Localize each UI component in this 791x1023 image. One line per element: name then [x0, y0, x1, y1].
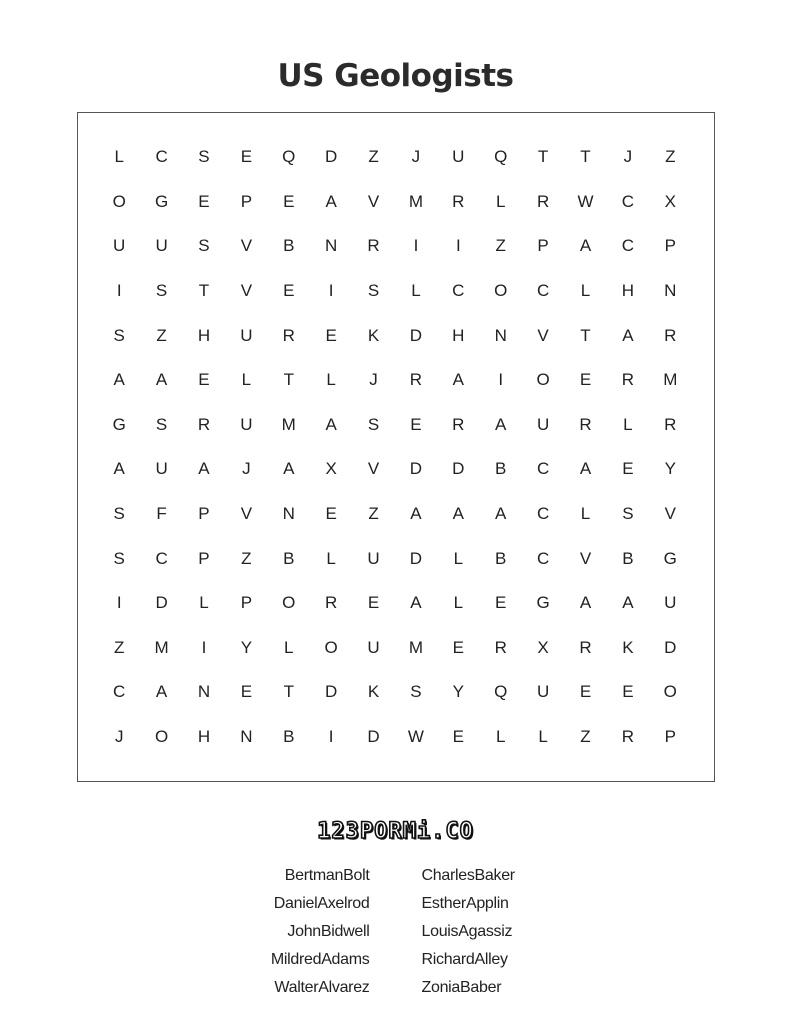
grid-letter-cell[interactable]: L: [453, 593, 464, 613]
grid-letter-cell[interactable]: C: [621, 236, 635, 256]
grid-letter-cell[interactable]: A: [579, 236, 592, 256]
grid-letter-cell[interactable]: A: [452, 370, 464, 390]
grid-letter-cell[interactable]: N: [494, 325, 507, 345]
grid-letter-cell[interactable]: N: [325, 236, 338, 256]
grid-letter-cell[interactable]: Q: [494, 682, 508, 702]
grid-letter-cell[interactable]: E: [579, 370, 592, 390]
grid-letter-cell[interactable]: U: [367, 548, 380, 568]
grid-letter-cell[interactable]: L: [199, 593, 209, 613]
grid-letter-cell[interactable]: R: [621, 370, 635, 390]
grid-letter-cell[interactable]: V: [240, 504, 253, 524]
grid-letter-cell[interactable]: M: [408, 637, 424, 657]
grid-letter-cell[interactable]: V: [537, 325, 549, 345]
grid-letter-cell[interactable]: L: [495, 191, 506, 211]
grid-letter-cell[interactable]: S: [113, 325, 125, 345]
grid-letter-cell[interactable]: R: [325, 593, 338, 613]
grid-letter-cell[interactable]: Z: [156, 325, 167, 345]
grid-letter-cell[interactable]: S: [367, 414, 380, 434]
grid-letter-cell[interactable]: L: [241, 370, 252, 390]
grid-letter-cell[interactable]: B: [283, 548, 295, 568]
grid-letter-cell[interactable]: O: [536, 370, 550, 390]
grid-letter-cell[interactable]: O: [494, 281, 508, 301]
grid-letter-cell[interactable]: B: [283, 236, 295, 256]
grid-letter-cell[interactable]: J: [369, 370, 378, 390]
grid-letter-cell[interactable]: R: [452, 414, 465, 434]
grid-letter-cell[interactable]: Y: [452, 682, 464, 702]
grid-letter-cell[interactable]: L: [495, 727, 506, 747]
grid-letter-cell[interactable]: S: [198, 236, 210, 256]
grid-letter-cell[interactable]: A: [579, 459, 592, 479]
grid-letter-cell[interactable]: V: [367, 459, 380, 479]
grid-letter-cell[interactable]: F: [156, 504, 167, 524]
grid-letter-cell[interactable]: R: [197, 414, 211, 434]
grid-letter-cell[interactable]: T: [537, 147, 549, 167]
grid-letter-cell[interactable]: M: [663, 370, 678, 390]
grid-letter-cell[interactable]: C: [536, 281, 550, 301]
grid-letter-cell[interactable]: I: [328, 281, 334, 301]
grid-letter-cell[interactable]: J: [623, 147, 633, 167]
grid-letter-cell[interactable]: H: [197, 727, 211, 747]
word-list-item: EstherApplin: [421, 895, 509, 912]
grid-letter-cell[interactable]: S: [410, 682, 422, 702]
grid-letter-cell[interactable]: Z: [665, 147, 676, 167]
grid-letter-cell[interactable]: I: [116, 281, 122, 301]
grid-letter-cell[interactable]: K: [367, 682, 380, 702]
grid-letter-cell[interactable]: T: [580, 325, 591, 345]
grid-letter-cell[interactable]: L: [284, 637, 294, 657]
grid-letter-cell[interactable]: X: [325, 459, 337, 479]
grid-letter-cell[interactable]: U: [155, 236, 168, 256]
grid-letter-cell[interactable]: A: [113, 459, 125, 479]
grid-letter-cell[interactable]: A: [410, 504, 422, 524]
word-list-item: MildredAdams: [270, 951, 370, 968]
grid-letter-cell[interactable]: R: [579, 637, 592, 657]
grid-letter-cell[interactable]: H: [621, 281, 635, 301]
grid-letter-cell[interactable]: S: [155, 281, 168, 301]
grid-letter-cell[interactable]: A: [155, 682, 168, 702]
grid-letter-cell[interactable]: G: [112, 414, 126, 434]
grid-letter-cell[interactable]: T: [198, 281, 210, 301]
grid-letter-cell[interactable]: E: [198, 191, 210, 211]
grid-letter-cell[interactable]: R: [494, 637, 507, 657]
grid-letter-cell[interactable]: I: [116, 593, 122, 613]
grid-letter-cell[interactable]: U: [536, 682, 550, 702]
grid-letter-cell[interactable]: C: [536, 548, 550, 568]
grid-letter-cell[interactable]: C: [452, 281, 465, 301]
word-list-item: WalterAlvarez: [274, 979, 370, 996]
grid-letter-cell[interactable]: P: [198, 548, 210, 568]
grid-letter-cell[interactable]: Z: [241, 548, 252, 568]
grid-letter-cell[interactable]: G: [663, 548, 677, 568]
grid-letter-cell[interactable]: P: [664, 727, 676, 747]
word-list-item: JohnBidwell: [287, 923, 370, 940]
grid-letter-cell[interactable]: B: [495, 459, 507, 479]
grid-letter-cell[interactable]: S: [113, 504, 125, 524]
grid-letter-cell[interactable]: X: [664, 191, 676, 211]
word-list-left-column: [120, 862, 370, 1002]
grid-letter-cell[interactable]: O: [324, 637, 338, 657]
grid-letter-cell[interactable]: E: [240, 147, 253, 167]
grid-letter-cell[interactable]: L: [326, 370, 336, 390]
grid-letter-cell[interactable]: E: [367, 593, 380, 613]
grid-letter-cell[interactable]: N: [197, 682, 211, 702]
grid-letter-cell[interactable]: D: [409, 459, 423, 479]
grid-letter-cell[interactable]: Q: [282, 147, 296, 167]
grid-letter-cell[interactable]: U: [113, 236, 126, 256]
word-list: [0, 862, 791, 1002]
grid-letter-cell[interactable]: R: [409, 370, 423, 390]
grid-letter-cell[interactable]: S: [622, 504, 634, 524]
grid-letter-cell[interactable]: B: [283, 727, 295, 747]
grid-letter-cell[interactable]: C: [155, 548, 168, 568]
grid-letter-cell[interactable]: Z: [495, 236, 506, 256]
grid-letter-cell[interactable]: D: [325, 147, 338, 167]
grid-letter-cell[interactable]: I: [498, 370, 504, 390]
grid-letter-cell[interactable]: A: [622, 325, 634, 345]
grid-letter-cell[interactable]: H: [452, 325, 465, 345]
grid-letter-cell[interactable]: E: [325, 504, 337, 524]
grid-letter-cell[interactable]: E: [325, 325, 337, 345]
grid-letter-cell[interactable]: M: [408, 191, 424, 211]
grid-letter-cell[interactable]: L: [580, 281, 591, 301]
word-list-item: RichardAlley: [421, 951, 508, 968]
grid-letter-cell[interactable]: D: [325, 682, 338, 702]
word-search-grid: [98, 135, 691, 759]
grid-letter-cell[interactable]: J: [411, 147, 421, 167]
grid-letter-cell[interactable]: E: [495, 593, 507, 613]
grid-letter-cell[interactable]: Y: [664, 459, 676, 479]
grid-letter-cell[interactable]: U: [536, 414, 550, 434]
grid-letter-cell[interactable]: Q: [494, 147, 508, 167]
grid-letter-cell[interactable]: U: [240, 325, 253, 345]
grid-letter-cell[interactable]: L: [453, 548, 464, 568]
word-list-item: DanielAxelrod: [273, 895, 370, 912]
grid-letter-cell[interactable]: E: [240, 682, 253, 702]
puzzle-title: US Geologists: [277, 58, 514, 94]
grid-letter-cell[interactable]: A: [113, 370, 125, 390]
grid-letter-cell[interactable]: D: [664, 637, 677, 657]
grid-letter-cell[interactable]: T: [283, 682, 294, 702]
grid-letter-cell[interactable]: O: [154, 727, 169, 747]
grid-letter-cell[interactable]: E: [622, 682, 634, 702]
grid-letter-cell[interactable]: A: [283, 459, 295, 479]
grid-letter-cell[interactable]: K: [622, 637, 634, 657]
grid-letter-cell[interactable]: W: [407, 727, 424, 747]
grid-letter-cell[interactable]: Z: [368, 504, 379, 524]
word-search-grid-frame: [77, 112, 715, 782]
grid-letter-cell[interactable]: U: [664, 593, 677, 613]
grid-letter-cell[interactable]: C: [155, 147, 168, 167]
grid-letter-cell[interactable]: R: [452, 191, 465, 211]
grid-letter-cell[interactable]: Y: [240, 637, 253, 657]
grid-letter-cell[interactable]: X: [537, 637, 549, 657]
grid-letter-cell[interactable]: A: [325, 414, 337, 434]
grid-letter-cell[interactable]: N: [282, 504, 295, 524]
grid-letter-cell[interactable]: N: [664, 281, 677, 301]
word-list-right-column: [422, 862, 672, 1002]
grid-letter-cell[interactable]: A: [622, 593, 634, 613]
grid-letter-cell[interactable]: P: [240, 593, 253, 613]
grid-letter-cell[interactable]: B: [622, 548, 634, 568]
grid-letter-cell[interactable]: P: [664, 236, 676, 256]
grid-letter-cell[interactable]: E: [452, 727, 464, 747]
grid-letter-cell[interactable]: E: [579, 682, 592, 702]
grid-letter-cell[interactable]: C: [113, 682, 126, 702]
grid-letter-cell[interactable]: I: [201, 637, 207, 657]
grid-letter-cell[interactable]: A: [325, 191, 337, 211]
grid-letter-cell[interactable]: A: [495, 504, 507, 524]
grid-letter-cell[interactable]: A: [579, 593, 592, 613]
grid-letter-cell[interactable]: D: [367, 727, 380, 747]
grid-letter-cell[interactable]: U: [452, 147, 465, 167]
grid-letter-cell[interactable]: S: [113, 548, 125, 568]
grid-letter-cell[interactable]: E: [452, 637, 464, 657]
site-logo: 123PORMi.CO: [317, 819, 474, 844]
grid-letter-cell[interactable]: G: [154, 191, 169, 211]
grid-letter-cell[interactable]: A: [198, 459, 210, 479]
grid-letter-cell[interactable]: U: [155, 459, 168, 479]
grid-letter-cell[interactable]: G: [536, 593, 550, 613]
grid-letter-cell[interactable]: Z: [368, 147, 379, 167]
word-list-item: LouisAgassiz: [421, 923, 513, 940]
grid-letter-cell[interactable]: R: [282, 325, 295, 345]
grid-letter-cell[interactable]: O: [663, 682, 677, 702]
grid-letter-cell[interactable]: J: [242, 459, 251, 479]
grid-letter-cell[interactable]: M: [281, 414, 296, 434]
grid-letter-cell[interactable]: H: [197, 325, 211, 345]
grid-letter-cell[interactable]: I: [328, 727, 334, 747]
grid-letter-cell[interactable]: R: [367, 236, 380, 256]
grid-letter-cell[interactable]: L: [326, 548, 336, 568]
grid-letter-cell[interactable]: L: [623, 414, 633, 434]
grid-letter-cell[interactable]: J: [114, 727, 124, 747]
grid-letter-cell[interactable]: O: [112, 191, 126, 211]
grid-letter-cell[interactable]: D: [155, 593, 168, 613]
grid-letter-cell[interactable]: P: [198, 504, 210, 524]
grid-letter-cell[interactable]: E: [410, 414, 422, 434]
grid-letter-cell[interactable]: I: [413, 236, 419, 256]
grid-letter-cell[interactable]: M: [154, 637, 169, 657]
grid-letter-cell[interactable]: C: [536, 504, 550, 524]
grid-letter-cell[interactable]: D: [452, 459, 465, 479]
grid-letter-cell[interactable]: E: [283, 191, 295, 211]
grid-letter-cell[interactable]: P: [240, 191, 253, 211]
grid-letter-cell[interactable]: V: [240, 236, 253, 256]
grid-letter-cell[interactable]: R: [536, 191, 550, 211]
grid-letter-cell[interactable]: P: [537, 236, 549, 256]
grid-letter-cell[interactable]: L: [411, 281, 421, 301]
grid-letter-cell[interactable]: R: [664, 414, 677, 434]
grid-letter-cell[interactable]: A: [452, 504, 464, 524]
grid-letter-cell[interactable]: B: [495, 548, 507, 568]
grid-letter-cell[interactable]: A: [155, 370, 168, 390]
grid-letter-cell[interactable]: E: [283, 281, 295, 301]
grid-letter-cell[interactable]: S: [198, 147, 210, 167]
grid-letter-cell[interactable]: C: [621, 191, 635, 211]
grid-letter-cell[interactable]: T: [283, 370, 294, 390]
grid-letter-cell[interactable]: A: [495, 414, 507, 434]
word-list-item: CharlesBaker: [421, 867, 515, 884]
grid-letter-cell[interactable]: V: [579, 548, 592, 568]
grid-letter-cell[interactable]: L: [114, 147, 124, 167]
grid-letter-cell[interactable]: R: [621, 727, 635, 747]
grid-letter-cell[interactable]: U: [367, 637, 380, 657]
grid-letter-cell[interactable]: D: [409, 548, 423, 568]
grid-letter-cell[interactable]: K: [367, 325, 380, 345]
grid-letter-cell[interactable]: O: [282, 593, 296, 613]
word-list-item: ZoniaBaber: [421, 979, 502, 996]
grid-letter-cell[interactable]: W: [577, 191, 594, 211]
grid-letter-cell[interactable]: L: [538, 727, 548, 747]
grid-letter-cell[interactable]: N: [240, 727, 253, 747]
grid-letter-cell[interactable]: S: [367, 281, 380, 301]
grid-letter-cell[interactable]: Z: [114, 637, 125, 657]
grid-letter-cell[interactable]: U: [240, 414, 253, 434]
grid-letter-cell[interactable]: S: [155, 414, 168, 434]
grid-letter-cell[interactable]: T: [580, 147, 591, 167]
grid-letter-cell[interactable]: I: [455, 236, 461, 256]
grid-letter-cell[interactable]: E: [622, 459, 634, 479]
grid-letter-cell[interactable]: V: [367, 191, 380, 211]
grid-letter-cell[interactable]: A: [410, 593, 422, 613]
grid-letter-cell[interactable]: L: [580, 504, 591, 524]
grid-letter-cell[interactable]: C: [536, 459, 550, 479]
word-list-item: BertmanBolt: [284, 867, 370, 884]
grid-letter-cell[interactable]: E: [198, 370, 210, 390]
grid-letter-cell[interactable]: Z: [580, 727, 591, 747]
grid-letter-cell[interactable]: R: [664, 325, 677, 345]
grid-letter-cell[interactable]: R: [579, 414, 592, 434]
grid-letter-cell[interactable]: V: [664, 504, 676, 524]
grid-letter-cell[interactable]: D: [409, 325, 423, 345]
grid-letter-cell[interactable]: V: [240, 281, 253, 301]
